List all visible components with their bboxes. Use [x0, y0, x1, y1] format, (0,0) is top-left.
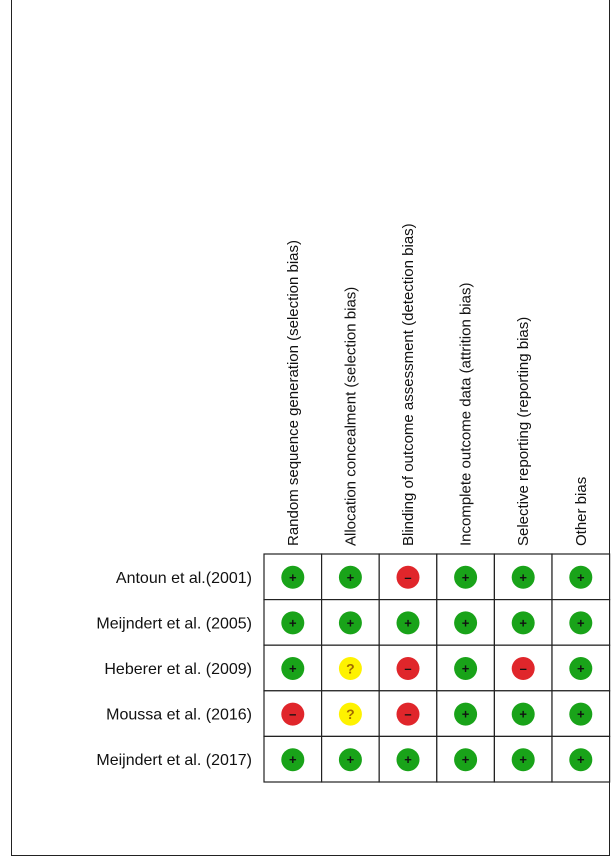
domain-label: Selective reporting (reporting bias) — [515, 316, 533, 546]
judgement-symbol-low: + — [519, 615, 527, 631]
domain-labels — [285, 223, 590, 546]
domain-label: Random sequence generation (selection bias) — [284, 239, 302, 546]
study-label: Meijndert et al. (2005) — [96, 615, 252, 633]
domain-label: Incomplete outcome data (attrition bias) — [457, 282, 475, 546]
judgement-symbol-low: + — [461, 752, 470, 768]
judgement-symbol-low: + — [577, 706, 585, 722]
judgement-grid — [264, 554, 610, 782]
judgement-symbol-low: + — [404, 752, 412, 768]
judgement-symbol-low: + — [289, 752, 297, 768]
judgement-symbol-high: – — [404, 706, 412, 722]
study-label: Antoun et al.(2001) — [115, 569, 252, 587]
study-label: Moussa et al. (2016) — [106, 706, 252, 724]
study-label: Meijndert et al. (2017) — [96, 752, 252, 770]
judgement-symbol-low: + — [519, 706, 527, 722]
domain-label: Blinding of outcome assessment (detection bias) — [400, 223, 417, 546]
judgement-symbol-unclear: ? — [346, 660, 355, 677]
judgement-symbol-low: + — [346, 752, 355, 768]
judgement-symbol-low: + — [404, 615, 412, 631]
judgement-symbol-low: + — [289, 569, 297, 585]
judgement-symbol-low: + — [289, 661, 297, 676]
domain-label: Other bias — [572, 476, 590, 546]
judgement-symbol-high: – — [404, 569, 412, 585]
judgement-symbol-low: + — [289, 615, 297, 631]
judgement-symbol-low: + — [577, 569, 585, 585]
judgement-symbol-low: + — [577, 615, 585, 631]
judgement-symbol-low: + — [519, 569, 527, 585]
judgement-symbol-unclear: ? — [346, 706, 355, 723]
judgement-symbol-high: – — [404, 661, 412, 676]
judgement-symbol-low: + — [519, 752, 527, 768]
study-label: Heberer et al. (2009) — [104, 661, 252, 678]
judgement-symbol-low: + — [461, 706, 470, 722]
judgement-symbol-high: – — [289, 706, 297, 722]
judgement-symbol-low: + — [346, 615, 355, 631]
judgement-symbol-low: + — [577, 752, 585, 768]
judgement-symbol-low: + — [461, 615, 470, 631]
domain-label: Allocation concealment (selection bias) — [342, 286, 360, 546]
judgement-symbol-low: + — [346, 569, 355, 585]
judgement-symbol-low: + — [461, 661, 470, 676]
study-labels — [96, 570, 252, 769]
judgement-symbol-high: – — [519, 661, 527, 676]
judgement-symbol-low: + — [577, 661, 585, 676]
judgement-symbol-low: + — [461, 569, 470, 585]
